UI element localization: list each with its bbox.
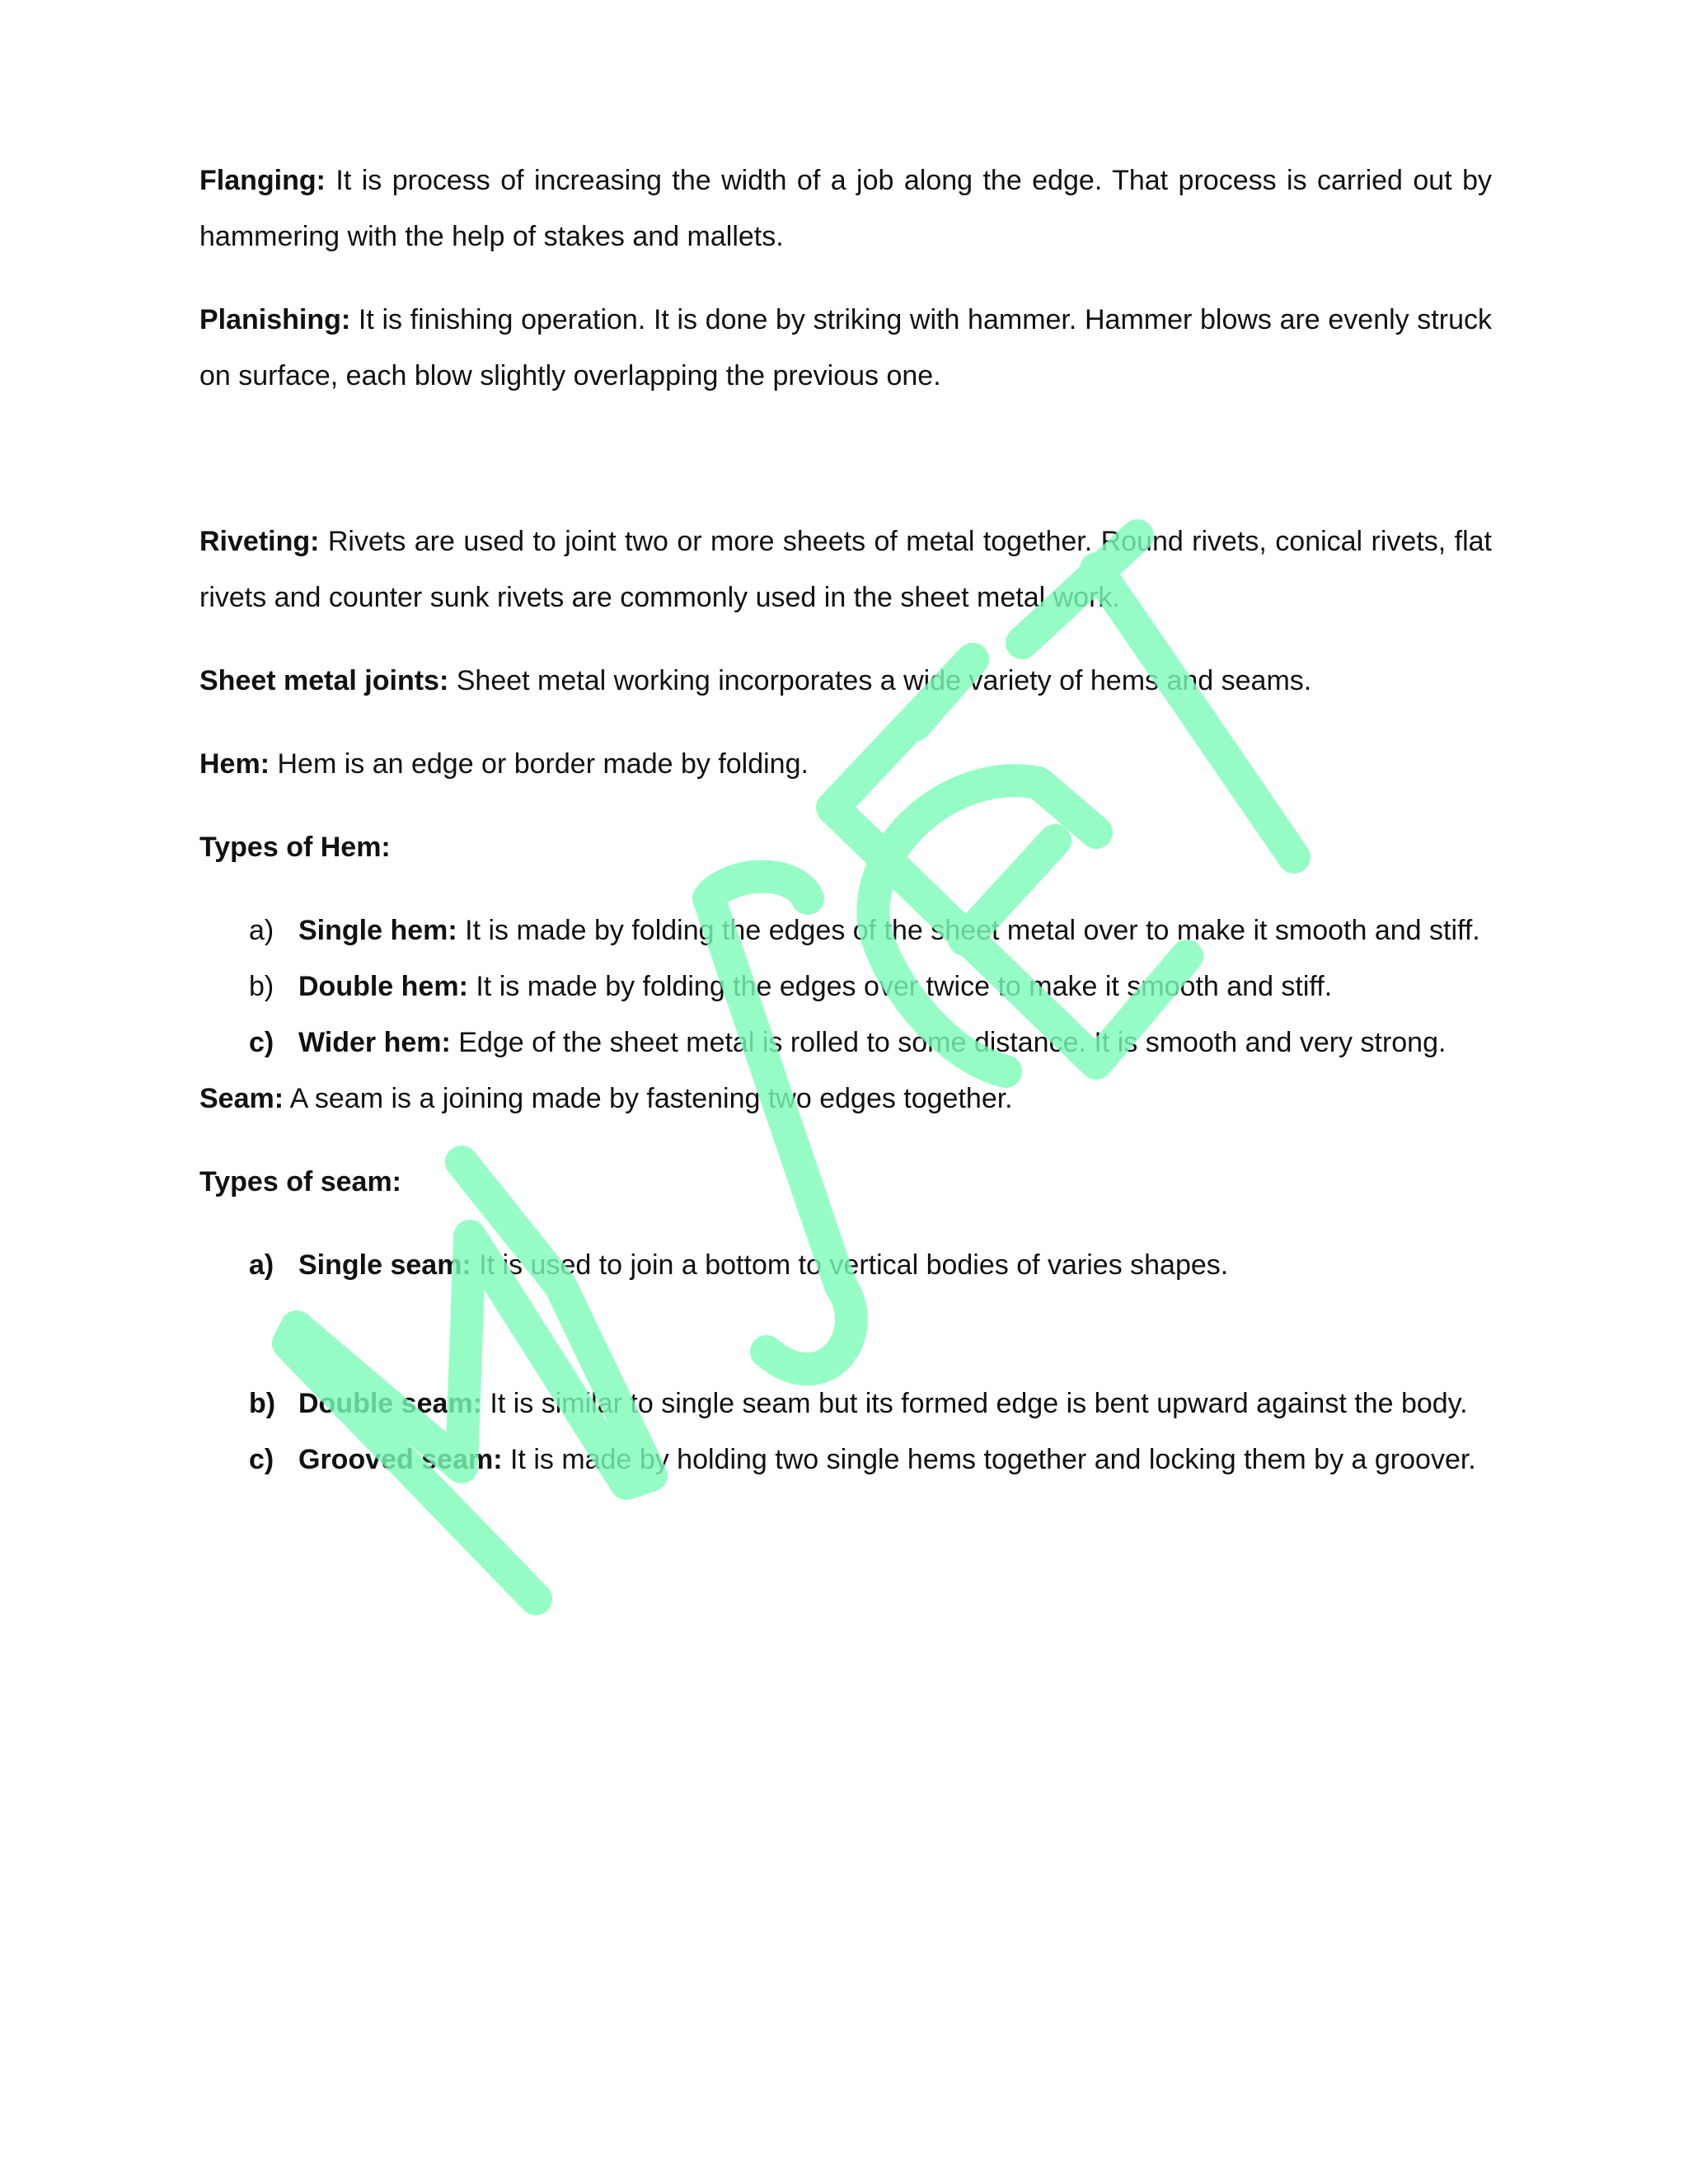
flanging-paragraph bbox=[199, 152, 1492, 265]
list-item bbox=[249, 958, 1492, 1015]
flanging-text: It is process of increasing the width of a job along the edge. That process is carried out by hammering with the help of stakes and mallets. bbox=[199, 165, 1492, 252]
list-item-body bbox=[298, 1237, 1228, 1293]
riveting-term: Riveting: bbox=[199, 526, 320, 557]
list-item-term: Double seam: bbox=[298, 1388, 482, 1419]
list-marker: c) bbox=[249, 1027, 274, 1058]
sheet-metal-joints-term: Sheet metal joints: bbox=[199, 665, 449, 696]
list-item-text: It is made by folding the edges of the sheet metal over to make it smooth and stiff. bbox=[457, 915, 1480, 946]
list-item-body bbox=[298, 1015, 1446, 1071]
list-item-term: Grooved seam: bbox=[298, 1444, 503, 1475]
sheet-metal-joints-text: Sheet metal working incorporates a wide variety of hems and seams. bbox=[448, 665, 1312, 696]
hem-paragraph bbox=[199, 736, 1492, 792]
list-marker: a) bbox=[249, 1249, 274, 1281]
types-of-hem-heading: Types of Hem: bbox=[199, 832, 391, 863]
flanging-term: Flanging: bbox=[199, 165, 326, 196]
list-marker: b) bbox=[249, 1388, 276, 1419]
riveting-text: Rivets are used to joint two or more sheets of metal together. Round rivets, conical rivets, flat rivets and counter sunk rivets are commonly used in the sheet metal work. bbox=[199, 526, 1492, 613]
list-item-term: Single hem: bbox=[298, 915, 457, 946]
list-item-term: Wider hem: bbox=[298, 1027, 451, 1058]
list-item-term: Double hem: bbox=[298, 971, 468, 1002]
list-item-body bbox=[298, 1376, 1468, 1432]
list-item-text: It is made by holding two single hems together and locking them by a groover. bbox=[502, 1444, 1476, 1475]
document-body bbox=[199, 152, 1492, 1488]
planishing-term: Planishing: bbox=[199, 304, 351, 335]
list-item bbox=[249, 1015, 1492, 1071]
list-marker: c) bbox=[249, 1444, 274, 1475]
hem-types-list bbox=[199, 902, 1492, 1071]
list-item-text: It is made by folding the edges over twice to make it smooth and stiff. bbox=[467, 971, 1333, 1002]
seam-paragraph bbox=[199, 1071, 1492, 1127]
riveting-paragraph bbox=[199, 513, 1492, 626]
list-item-text: Edge of the sheet metal is rolled to some distance. It is smooth and very strong. bbox=[450, 1027, 1447, 1058]
list-item-body bbox=[298, 958, 1332, 1015]
list-item bbox=[249, 902, 1492, 958]
hem-text: Hem is an edge or border made by folding. bbox=[270, 748, 809, 780]
list-item-term: Single seam: bbox=[298, 1249, 471, 1281]
list-item-body bbox=[298, 1432, 1476, 1488]
seam-term: Seam: bbox=[199, 1083, 284, 1114]
seam-text: A seam is a joining made by fastening two edges together. bbox=[284, 1083, 1013, 1114]
planishing-text: It is finishing operation. It is done by striking with hammer. Hammer blows are evenly struck on surface, each blow slightly overlapping the previous one. bbox=[199, 304, 1492, 391]
list-item bbox=[249, 1376, 1492, 1432]
list-marker: a) bbox=[249, 915, 274, 946]
sheet-metal-joints-paragraph bbox=[199, 653, 1492, 709]
list-item-text: It is similar to single seam but its formed edge is bent upward against the body. bbox=[481, 1388, 1468, 1419]
seam-types-list bbox=[199, 1237, 1492, 1488]
planishing-paragraph bbox=[199, 292, 1492, 404]
list-item bbox=[249, 1432, 1492, 1488]
list-marker: b) bbox=[249, 971, 274, 1002]
types-of-seam-heading: Types of seam: bbox=[199, 1166, 402, 1197]
list-item-text: It is used to join a bottom to vertical bodies of varies shapes. bbox=[471, 1249, 1229, 1281]
list-item bbox=[249, 1237, 1492, 1293]
list-item-body bbox=[298, 902, 1480, 958]
hem-term: Hem: bbox=[199, 748, 270, 780]
